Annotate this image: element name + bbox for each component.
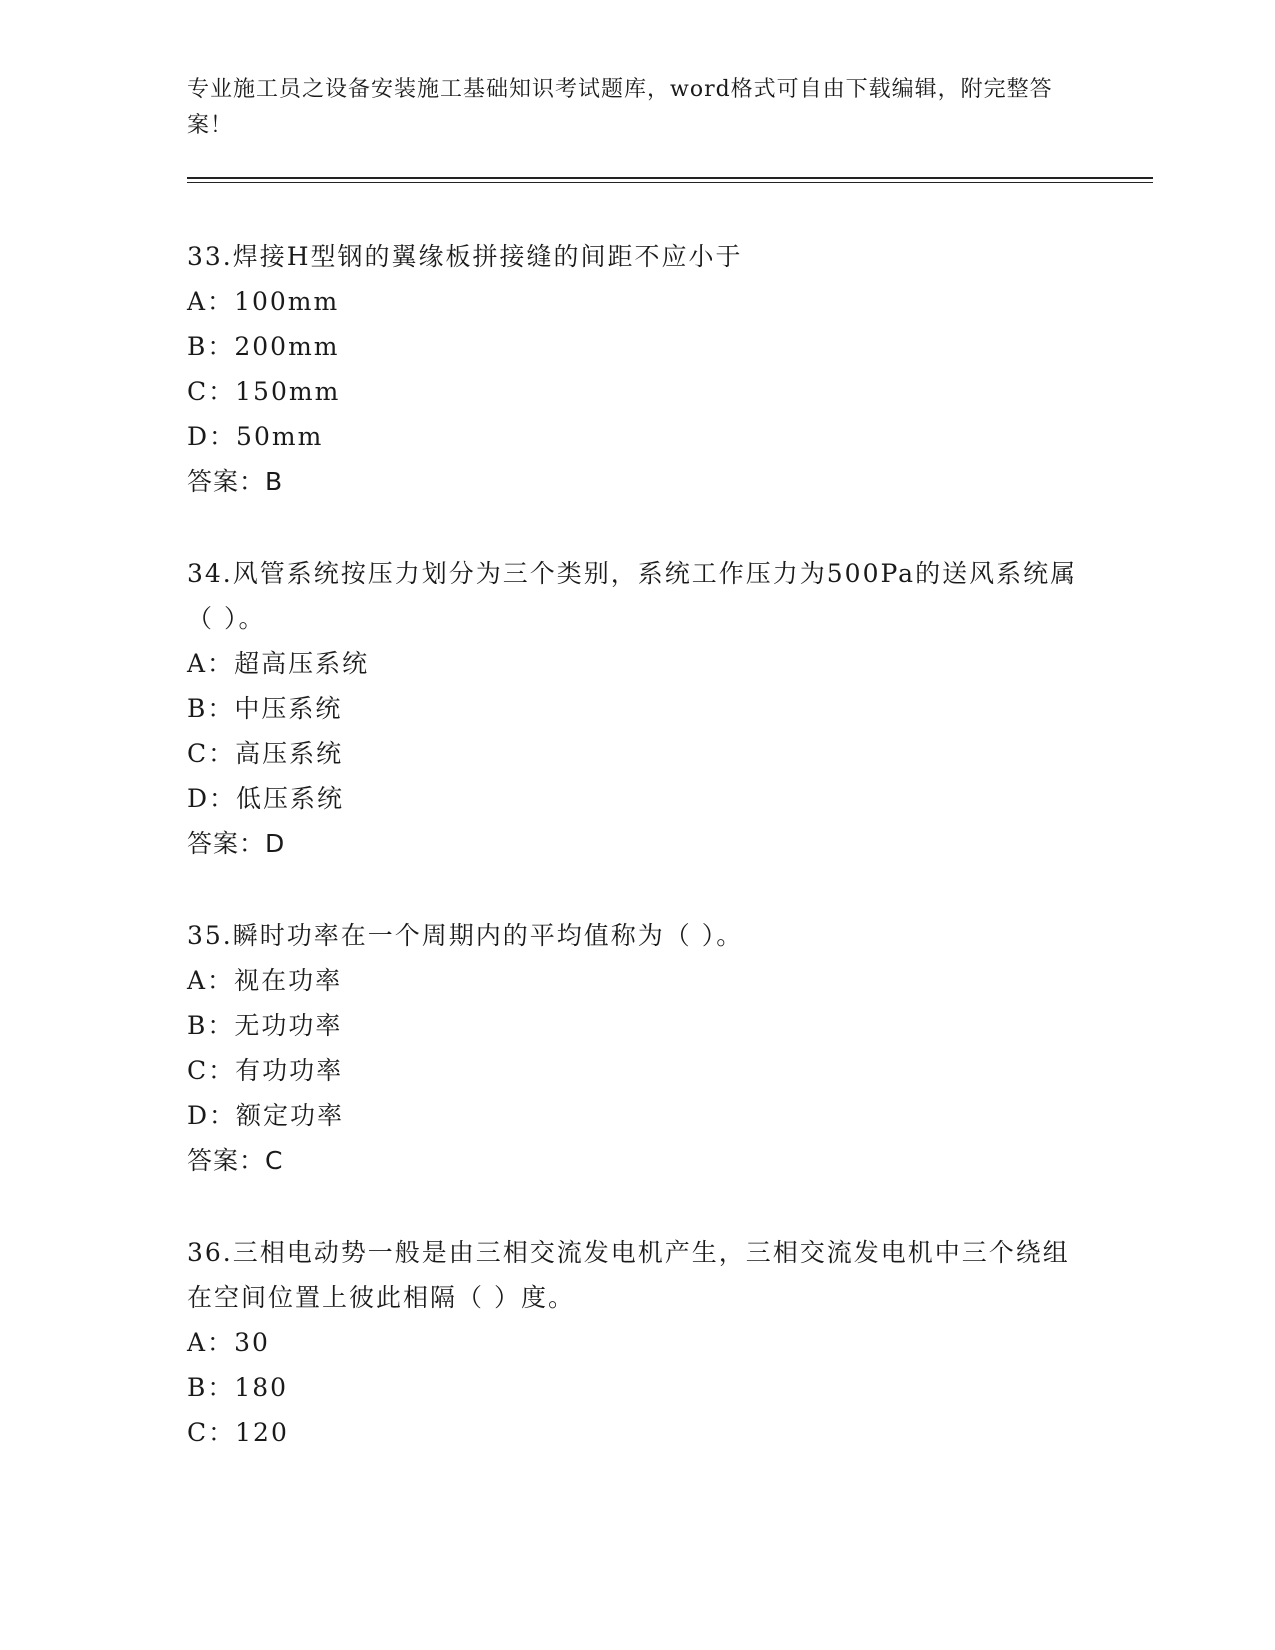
document-header: 专业施工员之设备安装施工基础知识考试题库，word格式可自由下载编辑，附完整答案！ <box>187 77 1053 138</box>
answer: 答案：B <box>187 467 284 496</box>
answer: 答案：D <box>187 829 286 858</box>
option-d: D：50mm <box>187 422 324 451</box>
option-b: B：200mm <box>187 332 340 361</box>
answer: 答案：C <box>187 1146 284 1175</box>
question-stem: 36.三相电动势一般是由三相交流发电机产生，三相交流发电机中三个绕组在空间位置上彼此相隔（ ）度。 <box>187 1238 1070 1312</box>
question-36 <box>187 1230 1087 1455</box>
option-b: B：无功功率 <box>187 1011 343 1040</box>
question-35 <box>187 913 1087 1183</box>
option-c: C：高压系统 <box>187 739 344 768</box>
option-c: C：150mm <box>187 377 341 406</box>
option-c: C：120 <box>187 1418 289 1447</box>
question-stem: 34.风管系统按压力划分为三个类别，系统工作压力为500Pa的送风系统属（ ）。 <box>187 559 1078 633</box>
option-d: D：低压系统 <box>187 784 345 813</box>
question-34 <box>187 551 1087 866</box>
option-d: D：额定功率 <box>187 1101 345 1130</box>
option-b: B：180 <box>187 1373 289 1402</box>
option-a: A：视在功率 <box>187 966 343 995</box>
spacer <box>187 1183 1087 1230</box>
option-b: B：中压系统 <box>187 694 343 723</box>
question-stem: 35.瞬时功率在一个周期内的平均值称为（ ）。 <box>187 921 744 950</box>
option-c: C：有功功率 <box>187 1056 344 1085</box>
option-a: A：30 <box>187 1328 270 1357</box>
spacer <box>187 866 1087 913</box>
spacer <box>187 504 1087 551</box>
header-rule-thick <box>187 177 1153 179</box>
option-a: A：100mm <box>187 287 340 316</box>
option-a: A：超高压系统 <box>187 649 370 678</box>
question-stem: 33.焊接H型钢的翼缘板拼接缝的间距不应小于 <box>187 242 743 271</box>
question-list <box>187 234 1087 1455</box>
question-33 <box>187 234 1087 504</box>
header-rule-thin <box>187 182 1153 183</box>
